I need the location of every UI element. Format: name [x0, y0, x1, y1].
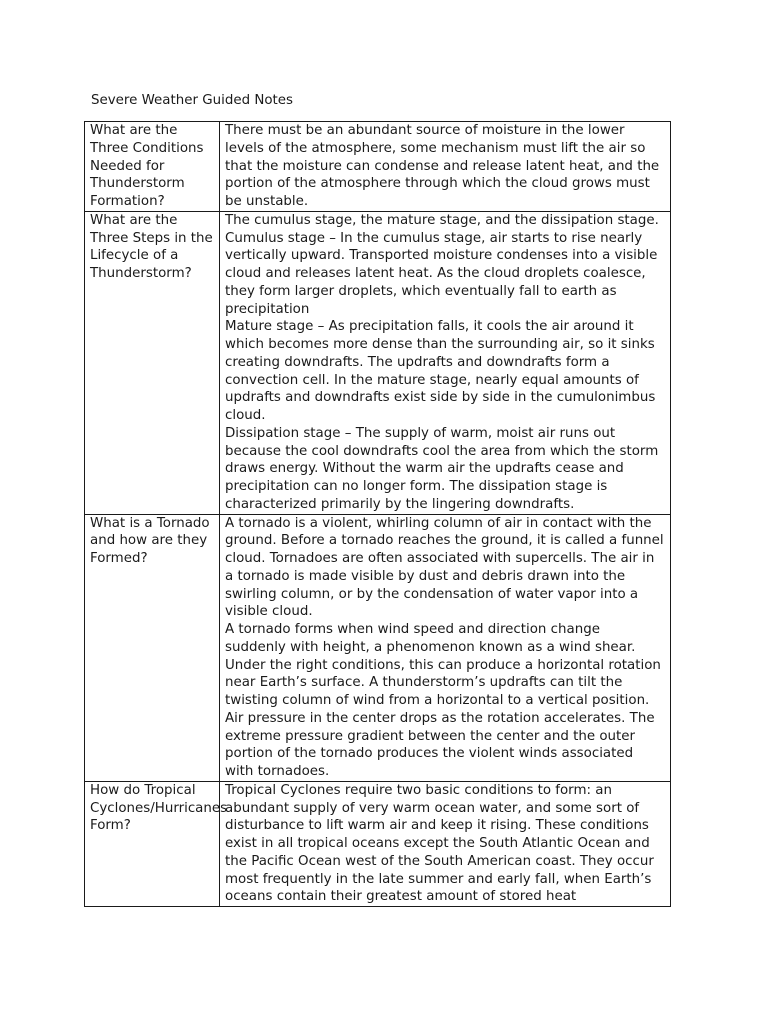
answer-cell: [220, 781, 671, 906]
table-row: [85, 122, 671, 212]
answer-cell: [220, 122, 671, 212]
question-cell: What are the Three Steps in the Lifecycle of a Thunderstorm?: [85, 211, 220, 514]
question-cell: How do Tropical Cyclones/Hurricanes Form?: [85, 781, 220, 906]
guided-notes-table: [84, 121, 671, 907]
table-row: [85, 211, 671, 514]
answer-paragraph: A tornado is a violent, whirling column of air in contact with the ground. Before a tornado reaches the ground, it is called a funnel cloud. Tornadoes are often associated with supercells. The air in a tornado is made visible by dust and debris drawn into the swirling column, or by the condensation of water vapor into a visible cloud.: [225, 515, 664, 620]
answer-paragraph: There must be an abundant source of moisture in the lower levels of the atmosphere, some mechanism must lift the air so that the moisture can condense and release latent heat, and the portion of the atmosphere through which the cloud grows must be unstable.: [225, 123, 660, 209]
answer-cell: [220, 514, 671, 781]
answer-cell: [220, 211, 671, 514]
answer-paragraph: Mature stage – As precipitation falls, it cools the air around it which becomes more dense than the surrounding air, so it sinks creating downdrafts. The updrafts and downdrafts form a convection cell. In the mature stage, nearly equal amounts of updrafts and downdrafts exist side by side in the cumulonimbus cloud.: [225, 319, 656, 423]
answer-paragraph: Tropical Cyclones require two basic conditions to form: an abundant supply of very warm ocean water, and some sort of disturbance to lift warm air and keep it rising. These conditions exist in all tropical oceans except the South Atlantic Ocean and the Pacific Ocean west of the South American coast. They occur most frequently in the late summer and early fall, when Earth’s oceans contain their greatest amount of stored heat: [225, 782, 654, 905]
answer-paragraph: A tornado forms when wind speed and direction change suddenly with height, a phenomenon known as a wind shear. Under the right conditions, this can produce a horizontal rotation near Earth’s surface. A thunderstorm’s updrafts can tilt the twisting column of wind from a horizontal to a vertical position. Air pressure in the center drops as the rotation accelerates. The extreme pressure gradient between the center and the outer portion of the tornado produces the violent winds associated with tornadoes.: [225, 622, 661, 779]
question-cell: What is a Tornado and how are they Formed?: [85, 514, 220, 781]
table-row: [85, 781, 671, 906]
answer-paragraph: Dissipation stage – The supply of warm, moist air runs out because the cool downdrafts cool the area from which the storm draws energy. Without the warm air the updrafts cease and precipitation can no longer form. The dissipation stage is characterized primarily by the lingering downdrafts.: [225, 425, 659, 512]
answer-paragraph: The cumulus stage, the mature stage, and the dissipation stage.: [225, 212, 659, 228]
table-row: [85, 514, 671, 781]
answer-paragraph: Cumulus stage – In the cumulus stage, air starts to rise nearly vertically upward. Transported moisture condenses into a visible cloud and releases latent heat. As the cloud droplets coalesce, they form larger droplets, which eventually fall to earth as precipitation: [225, 230, 658, 317]
document-title: Severe Weather Guided Notes: [91, 93, 293, 108]
question-cell: What are the Three Conditions Needed for Thunderstorm Formation?: [85, 122, 220, 212]
